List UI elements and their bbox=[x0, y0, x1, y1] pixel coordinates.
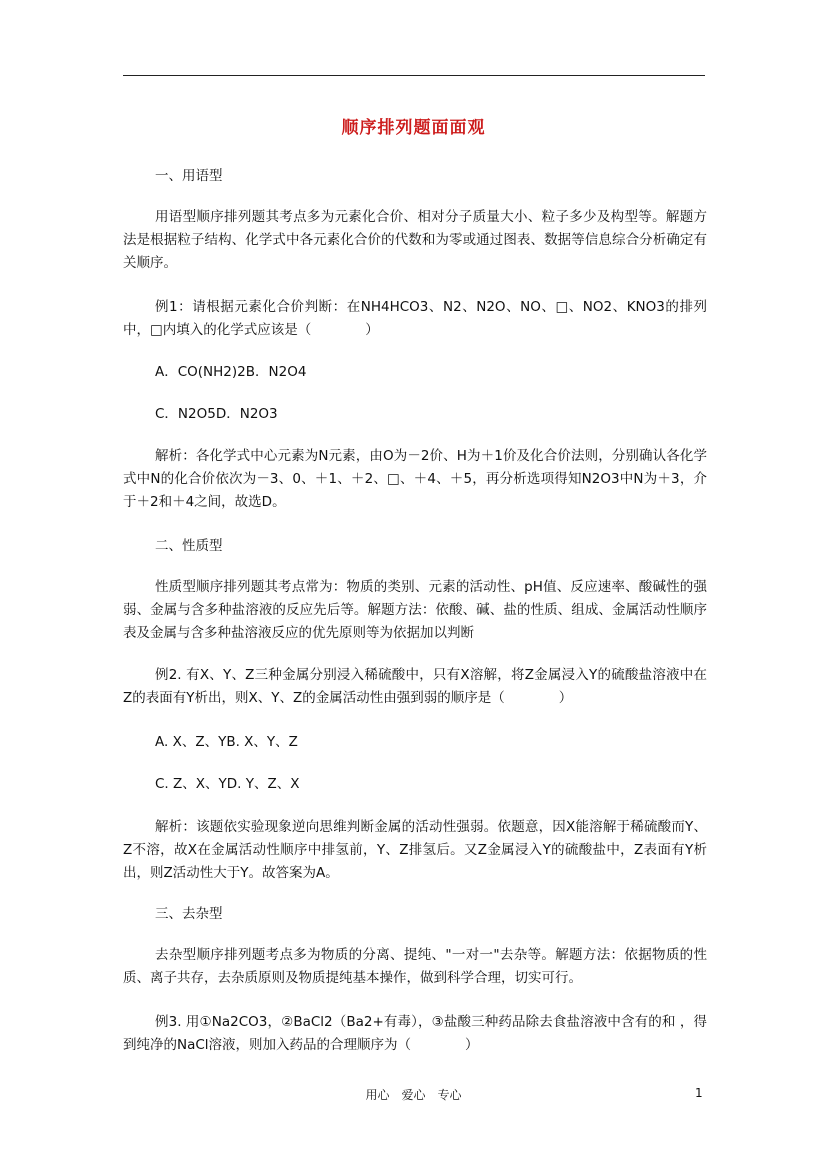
page-number: 1 bbox=[695, 1086, 703, 1100]
header-rule bbox=[123, 75, 705, 76]
options-cd: C. Z、X、YD. Y、Z、X bbox=[155, 776, 300, 792]
example-1: 例1：请根据元素化合价判断：在NH4HCO3、N2、N2O、NO、□、NO2、KNO3的排列中，□内填入的化学式应该是（ ） bbox=[123, 299, 707, 338]
section-heading-2: 二、性质型 bbox=[155, 538, 223, 554]
paragraph: 性质型顺序排列题其考点常为：物质的类别、元素的活动性、pH值、反应速率、酸碱性的强弱、金属与含多种盐溶液的反应先后等。解题方法：依酸、碱、盐的性质、组成、金属活动性顺序表及金属与含多种盐溶液反应的优先原则等为依据加以判断 bbox=[123, 579, 707, 641]
paragraph: 用语型顺序排列题其考点多为元素化合价、相对分子质量大小、粒子多少及构型等。解题方法是根据粒子结构、化学式中各元素化合价的代数和为零或通过图表、数据等信息综合分析确定有关顺序。 bbox=[123, 209, 707, 271]
paragraph: 去杂型顺序排列题考点多为物质的分离、提纯、"一对一"去杂等。解题方法：依据物质的性质、离子共存，去杂质原则及物质提纯基本操作，做到科学合理，切实可行。 bbox=[123, 947, 707, 986]
page-title: 顺序排列题面面观 bbox=[341, 118, 486, 138]
page-footer: 用心 爱心 专心 bbox=[365, 1088, 462, 1102]
section-heading-3: 三、去杂型 bbox=[155, 906, 223, 922]
analysis-2: 解析：该题依实验现象逆向思维判断金属的活动性强弱。依题意，因X能溶解于稀硫酸而Y、Z不溶，故X在金属活动性顺序中排氢前，Y、Z排氢后。又Z金属浸入Y的硫酸盐中，Z表面有Y析出，则Z活动性大于Y。故答案为A。 bbox=[123, 819, 707, 881]
section-heading-1: 一、用语型 bbox=[155, 168, 223, 184]
example-3: 例3. 用①Na2CO3，②BaCl2（Ba2+有毒），③盐酸三种药品除去食盐溶液中含有的和 ，得到纯净的NaCl溶液，则加入药品的合理顺序为（ ） bbox=[123, 1014, 707, 1053]
example-2: 例2. 有X、Y、Z三种金属分别浸入稀硫酸中，只有X溶解，将Z金属浸入Y的硫酸盐溶液中在Z的表面有Y析出，则X、Y、Z的金属活动性由强到弱的顺序是（ ） bbox=[123, 667, 707, 706]
options-ab: A. X、Z、YB. X、Y、Z bbox=[155, 734, 298, 750]
options-cd: C．N2O5D．N2O3 bbox=[155, 406, 278, 422]
analysis-1: 解析：各化学式中心元素为N元素，由O为－2价、H为＋1价及化合价法则，分别确认各化学式中N的化合价依次为－3、0、＋1、＋2、□、＋4、＋5，再分析选项得知N2O3中N为＋3，介于＋2和＋4之间，故选D。 bbox=[123, 448, 707, 510]
options-ab: A．CO(NH2)2B．N2O4 bbox=[155, 364, 307, 380]
